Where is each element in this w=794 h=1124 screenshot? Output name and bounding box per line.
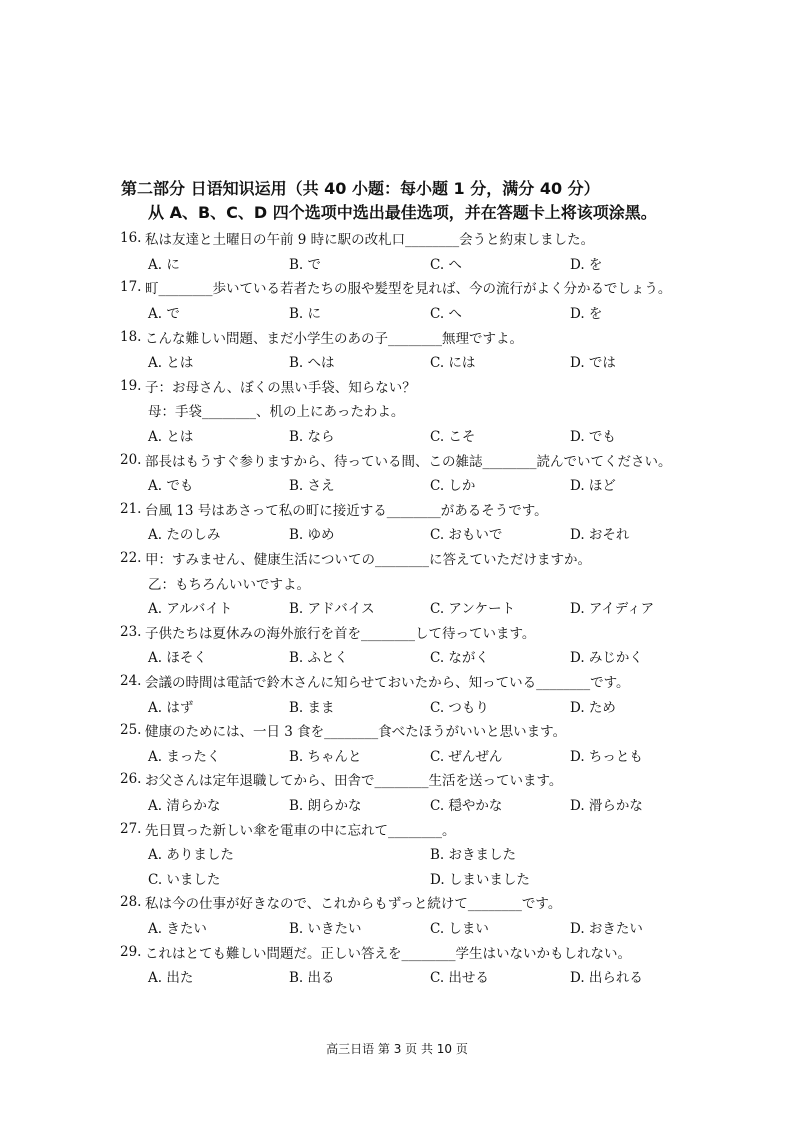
- question-text: 健康のためには、一日 3 食を________食べたほうがいいと思います。: [145, 724, 567, 741]
- question-stem: [0, 497, 794, 522]
- option-row: [0, 521, 794, 546]
- option-d: D. でも: [570, 429, 616, 446]
- option-c: C. しまい: [430, 920, 489, 937]
- question-text: 子供たちは夏休みの海外旅行を首を________して待っています。: [145, 625, 536, 642]
- option-a: A. に: [148, 256, 180, 273]
- option-d: D. ちっとも: [570, 748, 643, 765]
- question-text: 先日買った新しい傘を電車の中に忘れて________。: [145, 822, 456, 839]
- option-b: B. で: [289, 256, 322, 273]
- option-a: A. とは: [148, 355, 194, 372]
- option-row: [0, 742, 794, 767]
- question-stem: [0, 447, 794, 472]
- question-number: 23.: [120, 623, 142, 640]
- option-c: C. こそ: [430, 429, 476, 446]
- question-text: お父さんは定年退職してから、田舎で________生活を送っています。: [145, 773, 563, 790]
- option-b: B. ゆめ: [289, 527, 335, 544]
- option-c: C. ぜんぜん: [430, 748, 503, 765]
- option-b: B. ちゃんと: [289, 748, 362, 765]
- option-row: [0, 595, 794, 620]
- question-stem: [0, 816, 794, 841]
- option-row: [0, 472, 794, 497]
- option-a: A. で: [148, 306, 180, 323]
- option-row: [0, 841, 794, 866]
- question-number: 18.: [120, 328, 142, 345]
- option-c: C. へ: [430, 306, 462, 323]
- question-number: 22.: [120, 550, 142, 567]
- question-stem: [0, 546, 794, 571]
- question-stem: [0, 718, 794, 743]
- question-stem: [0, 324, 794, 349]
- option-d: D. しまいました: [430, 871, 530, 888]
- option-b: B. さえ: [289, 478, 335, 495]
- option-c: C. つもり: [430, 699, 489, 716]
- question-text: 私は今の仕事が好きなので、これからもずっと続けて________です。: [145, 896, 562, 913]
- option-b: B. 朗らかな: [289, 797, 362, 814]
- question-text: 会議の時間は電話で鈴木さんに知らせておいたから、知っている________です。: [145, 674, 630, 691]
- question-number: 21.: [120, 500, 142, 517]
- option-d: D. みじかく: [570, 650, 643, 667]
- option-a: A. アルバイト: [148, 601, 233, 618]
- question-stem: [0, 669, 794, 694]
- option-d: D. ため: [570, 699, 616, 716]
- option-d: D. ほど: [570, 478, 616, 495]
- option-a: A. ありました: [148, 847, 234, 864]
- option-d: D. を: [570, 306, 603, 323]
- question-stem: [0, 767, 794, 792]
- question-number: 20.: [120, 451, 142, 468]
- question-text: 部長はもうすぐ参りますから、待っている間、この雑誌________読んでいてください。: [145, 453, 672, 470]
- option-b: B. おきました: [430, 847, 517, 864]
- option-d: D. 出られる: [570, 970, 643, 987]
- question-stem: [0, 620, 794, 645]
- option-b: B. に: [289, 306, 322, 323]
- question-number: 16.: [120, 230, 142, 247]
- section-instruction: 从 A、B、C、D 四个选项中选出最佳选项，并在答题卡上将该项涂黑。: [148, 203, 657, 222]
- question-subline: [0, 398, 794, 423]
- option-d: D. では: [570, 355, 616, 372]
- question-subtext: 母：手袋________、机の上にあったわよ。: [148, 404, 405, 421]
- question-stem: [0, 939, 794, 964]
- question-subline: [0, 570, 794, 595]
- option-a: A. 清らかな: [148, 797, 221, 814]
- question-number: 28.: [120, 894, 142, 911]
- option-row: [0, 865, 794, 890]
- option-a: A. たのしみ: [148, 527, 221, 544]
- option-b: B. ふとく: [289, 650, 349, 667]
- option-row: [0, 300, 794, 325]
- option-c: C. へ: [430, 256, 462, 273]
- option-row: [0, 792, 794, 817]
- option-row: [0, 423, 794, 448]
- question-number: 25.: [120, 722, 142, 739]
- option-d: D. おきたい: [570, 920, 643, 937]
- question-text: 町________歩いている若者たちの服や髪型を見れば、今の流行がよく分かるでしょう。: [145, 281, 672, 298]
- option-a: A. まったく: [148, 748, 221, 765]
- question-text: 私は友達と土曜日の午前 9 時に駅の改札口________会うと約束しました。: [145, 232, 595, 249]
- option-b: B. 出る: [289, 970, 335, 987]
- option-c: C. アンケート: [430, 601, 516, 618]
- option-d: D. おそれ: [570, 527, 630, 544]
- option-row: [0, 693, 794, 718]
- option-c: C. おもいで: [430, 527, 503, 544]
- question-text: こんな難しい問題、まだ小学生のあの子________無理ですよ。: [145, 330, 523, 347]
- option-a: A. とは: [148, 429, 194, 446]
- option-c: C. しか: [430, 478, 476, 495]
- option-row: [0, 251, 794, 276]
- question-text: 台風 13 号はあさって私の町に接近する________があるそうです。: [145, 502, 548, 519]
- question-stem: [0, 890, 794, 915]
- section-title: 第二部分 日语知识运用（共 40 小题：每小题 1 分，满分 40 分）: [121, 179, 600, 198]
- question-stem: [0, 226, 794, 251]
- option-d: D. 滑らかな: [570, 797, 643, 814]
- option-row: [0, 349, 794, 374]
- option-row: [0, 964, 794, 989]
- option-b: B. アドバイス: [289, 601, 375, 618]
- option-b: B. いきたい: [289, 920, 362, 937]
- question-number: 19.: [120, 377, 142, 394]
- option-d: D. を: [570, 256, 603, 273]
- question-number: 24.: [120, 672, 142, 689]
- option-a: A. きたい: [148, 920, 207, 937]
- question-number: 29.: [120, 943, 142, 960]
- page-footer: 高三日语 第 3 页 共 10 页: [326, 1042, 468, 1056]
- option-c: C. ながく: [430, 650, 489, 667]
- option-row: [0, 644, 794, 669]
- option-row: [0, 915, 794, 940]
- option-b: B. なら: [289, 429, 335, 446]
- option-a: A. はず: [148, 699, 194, 716]
- question-stem: [0, 275, 794, 300]
- question-subtext: 乙：もちろんいいですよ。: [148, 576, 310, 593]
- option-c: C. 出せる: [430, 970, 489, 987]
- question-stem: [0, 374, 794, 399]
- option-a: A. でも: [148, 478, 194, 495]
- option-b: B. へは: [289, 355, 335, 372]
- option-b: B. まま: [289, 699, 335, 716]
- question-text: 子：お母さん、ぼくの黒い手袋、知らない？: [145, 379, 416, 396]
- option-a: A. 出た: [148, 970, 194, 987]
- question-number: 27.: [120, 820, 142, 837]
- option-c: C. には: [430, 355, 476, 372]
- option-c: C. 穏やかな: [430, 797, 503, 814]
- option-d: D. アイディア: [570, 601, 655, 618]
- question-text: これはとても難しい問題だ。正しい答えを________学生はいないかもしれない。: [145, 945, 631, 962]
- question-number: 26.: [120, 771, 142, 788]
- question-text: 甲：すみません、健康生活についての________に答えていただけますか。: [145, 552, 592, 569]
- option-c: C. いました: [148, 871, 221, 888]
- question-number: 17.: [120, 279, 142, 296]
- question-list: [0, 226, 794, 988]
- option-a: A. ほそく: [148, 650, 207, 667]
